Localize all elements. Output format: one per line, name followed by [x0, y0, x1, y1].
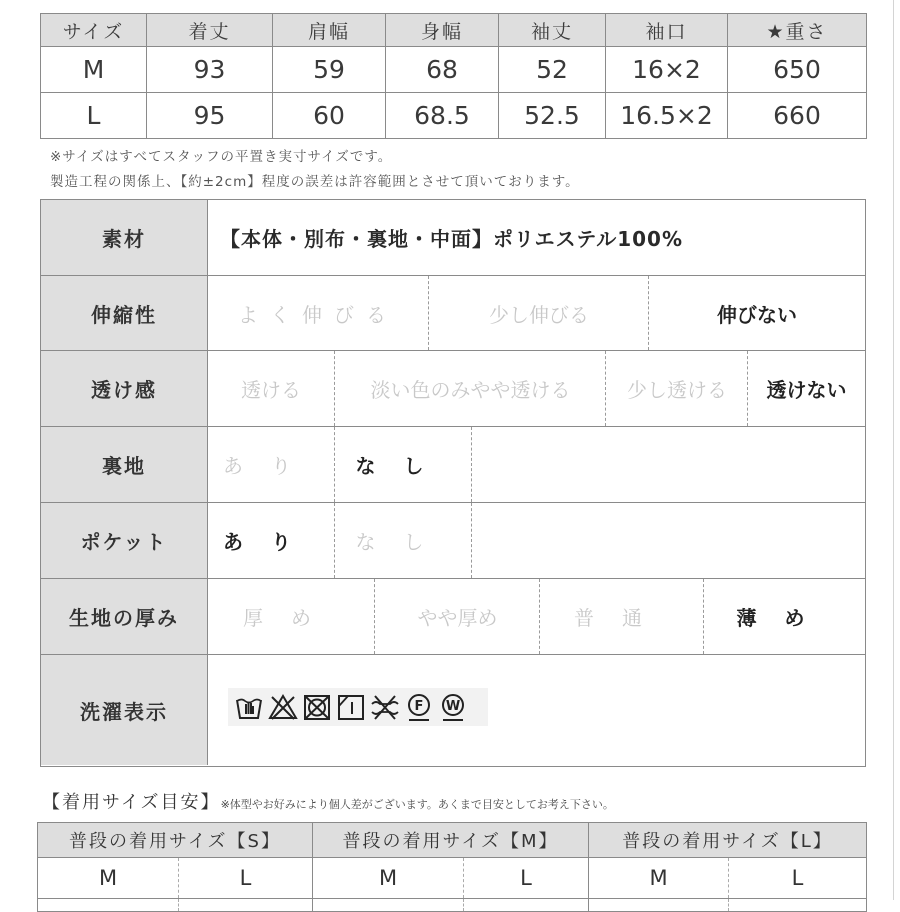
guide-cell-cut	[589, 899, 729, 912]
no-tumble-dry-icon	[302, 692, 332, 722]
stretch-option-none-selected: 伸びない	[648, 276, 865, 350]
attr-label-thickness: 生地の厚み	[41, 579, 208, 654]
attr-label-lining: 裏地	[41, 427, 208, 502]
pocket-option-no: なし	[334, 503, 472, 578]
size-guide-heading	[42, 788, 614, 814]
page-edge-divider	[893, 0, 894, 900]
svg-text:W: W	[445, 699, 461, 714]
sheer-option-light-colors: 淡い色のみやや透ける	[334, 351, 606, 426]
cell-weight: 650	[728, 47, 867, 93]
no-wring-icon	[370, 692, 400, 722]
header-weight: ★重さ	[728, 14, 867, 47]
guide-cell-cut	[464, 899, 589, 912]
thickness-option-thick: 厚め	[243, 606, 339, 630]
wet-clean-w-icon	[438, 692, 468, 722]
cell-chest: 68	[386, 47, 499, 93]
size-guide-header-row	[38, 823, 867, 858]
attr-row-care	[41, 655, 865, 765]
care-label-strip	[228, 688, 488, 726]
size-note-line-2: 製造工程の関係上、【約±2cm】程度の誤差は許容範囲とさせて頂いております。	[50, 174, 580, 190]
guide-s-size-m: M	[38, 858, 179, 899]
attr-row-stretch	[41, 276, 865, 351]
product-attributes-table	[40, 199, 866, 767]
thickness-option-normal: 普通	[539, 579, 704, 654]
cell-shoulder: 59	[273, 47, 386, 93]
guide-cell-cut	[313, 899, 464, 912]
attr-row-sheerness	[41, 351, 865, 427]
lining-options	[208, 427, 865, 502]
guide-m-size-m: M	[313, 858, 464, 899]
thickness-option-thin-selected: 薄め	[703, 579, 865, 654]
header-shoulder: 肩幅	[273, 14, 386, 47]
size-guide-table	[37, 822, 867, 912]
table-row	[41, 47, 867, 93]
header-size: サイズ	[41, 14, 147, 47]
table-row	[41, 93, 867, 139]
sheerness-options	[208, 351, 865, 426]
attr-label-pocket: ポケット	[41, 503, 208, 578]
header-chest: 身幅	[386, 14, 499, 47]
sheer-option-not-sheer-selected: 透けない	[747, 351, 865, 426]
table-row	[38, 858, 867, 899]
material-value: 【本体・別布・裏地・中面】ポリエステル100%	[220, 227, 683, 251]
attr-label-stretch: 伸縮性	[41, 276, 208, 350]
attr-label-care: 洗濯表示	[41, 655, 208, 765]
cell-sleeve: 52	[499, 47, 606, 93]
cell-cuff: 16×2	[606, 47, 728, 93]
attr-label-sheerness: 透け感	[41, 351, 208, 426]
line-dry-shade-icon	[336, 692, 366, 722]
cell-length: 95	[147, 93, 273, 139]
cell-shoulder: 60	[273, 93, 386, 139]
cell-length: 93	[147, 47, 273, 93]
header-usual-size-l: 普段の着用サイズ【L】	[589, 823, 867, 858]
attr-label-material: 素材	[41, 200, 208, 275]
pocket-empty-cell	[471, 503, 865, 578]
stretch-option-some: 少し伸びる	[428, 276, 649, 350]
dry-clean-f-icon	[404, 692, 434, 722]
header-length: 着丈	[147, 14, 273, 47]
stretch-options	[208, 276, 865, 350]
attr-row-material	[41, 200, 865, 276]
pocket-option-yes-selected: あり	[223, 530, 319, 554]
size-table	[40, 13, 867, 139]
size-table-header-row	[41, 14, 867, 47]
cell-cuff: 16.5×2	[606, 93, 728, 139]
cell-sleeve: 52.5	[499, 93, 606, 139]
svg-text:F: F	[414, 699, 424, 714]
guide-m-size-l: L	[464, 858, 589, 899]
lining-option-yes: あり	[223, 454, 319, 478]
header-usual-size-m: 普段の着用サイズ【M】	[313, 823, 589, 858]
hand-wash-icon	[234, 692, 264, 722]
size-guide-title: 【着用サイズ目安】	[42, 792, 221, 813]
thickness-options	[208, 579, 865, 654]
guide-cell-cut	[38, 899, 179, 912]
guide-l-size-l: L	[729, 858, 867, 899]
no-bleach-icon	[268, 692, 298, 722]
attr-row-pocket	[41, 503, 865, 579]
cell-size: L	[41, 93, 147, 139]
size-note-line-1: ※サイズはすべてスタッフの平置き実寸サイズです。	[50, 149, 393, 165]
size-guide-note: ※体型やお好みにより個人差がございます。あくまで目安としてお考え下さい。	[220, 798, 614, 811]
guide-l-size-m: M	[589, 858, 729, 899]
pocket-options	[208, 503, 865, 578]
header-cuff: 袖口	[606, 14, 728, 47]
header-usual-size-s: 普段の着用サイズ【S】	[38, 823, 313, 858]
attr-value-material-cell	[208, 200, 865, 275]
guide-cell-cut	[729, 899, 867, 912]
cell-chest: 68.5	[386, 93, 499, 139]
care-cell	[208, 655, 865, 765]
guide-s-size-l: L	[179, 858, 313, 899]
attr-row-thickness	[41, 579, 865, 655]
thickness-option-slightly-thick: やや厚め	[374, 579, 540, 654]
cell-weight: 660	[728, 93, 867, 139]
cell-size: M	[41, 47, 147, 93]
table-row-cut-off	[38, 899, 867, 912]
lining-option-no-selected: なし	[334, 427, 472, 502]
sheer-option-sheer: 透ける	[241, 378, 301, 402]
attr-row-lining	[41, 427, 865, 503]
header-sleeve: 袖丈	[499, 14, 606, 47]
guide-cell-cut	[179, 899, 313, 912]
sheer-option-slightly: 少し透ける	[605, 351, 748, 426]
stretch-option-high: よく伸びる	[238, 302, 398, 327]
lining-empty-cell	[471, 427, 865, 502]
